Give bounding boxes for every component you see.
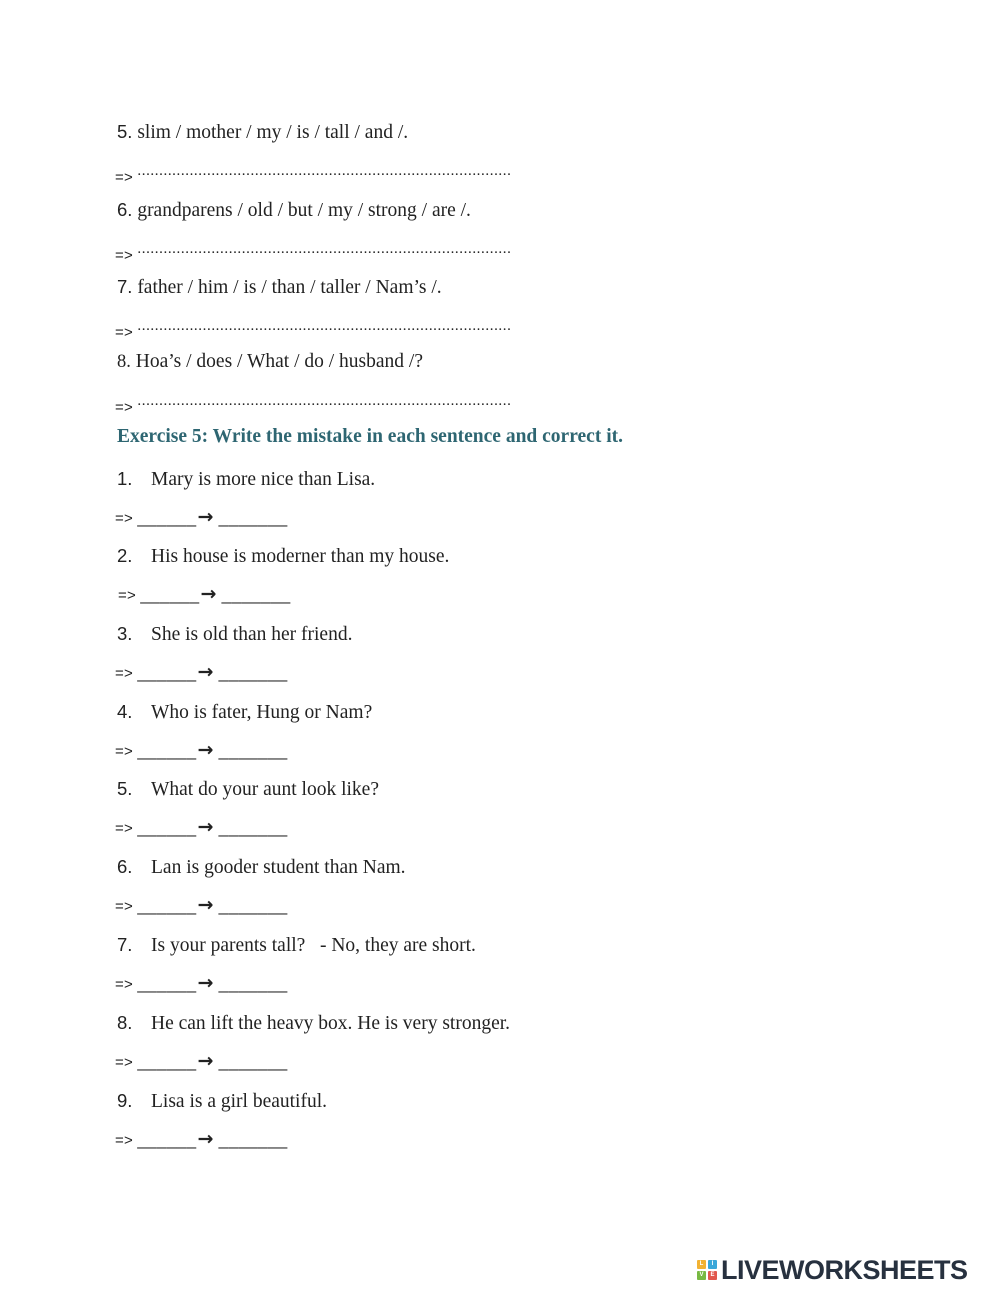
item-text: Mary is more nice than Lisa. bbox=[151, 469, 376, 490]
answer-prompt: => bbox=[115, 399, 133, 416]
logo-mark-tile: I bbox=[708, 1260, 717, 1269]
liveworksheets-logo bbox=[697, 1255, 968, 1285]
item-text: slim / mother / my / is / tall / and /. bbox=[132, 122, 409, 143]
mistake-blank[interactable]: ______ bbox=[137, 1052, 197, 1071]
answer-dots[interactable]: ...................................................................................... bbox=[137, 241, 512, 257]
answer-prompt: => bbox=[115, 510, 133, 527]
item-text: father / him / is / than / taller / Nam’s /. bbox=[132, 277, 442, 298]
answer-prompt: => bbox=[115, 169, 133, 186]
correction-line-3[interactable] bbox=[115, 661, 288, 685]
correction-blank[interactable]: _______ bbox=[218, 508, 288, 527]
correction-line-7[interactable] bbox=[115, 972, 288, 996]
item-text: What do your aunt look like? bbox=[151, 779, 379, 800]
correction-blank[interactable]: _______ bbox=[218, 1130, 288, 1149]
item-text: His house is moderner than my house. bbox=[151, 546, 450, 567]
exercise-item-2 bbox=[117, 543, 449, 570]
item-text: Hoa’s / does / What / do / husband /? bbox=[130, 351, 423, 372]
arrow-right-icon: → bbox=[200, 583, 217, 605]
arrow-right-icon: → bbox=[197, 816, 214, 838]
correction-blank[interactable]: _______ bbox=[221, 585, 291, 604]
arrow-right-icon: → bbox=[197, 1050, 214, 1072]
logo-mark-tile: L bbox=[697, 1260, 706, 1269]
answer-prompt: => bbox=[115, 1132, 133, 1149]
mistake-blank[interactable]: ______ bbox=[137, 818, 197, 837]
correction-blank[interactable]: _______ bbox=[218, 663, 288, 682]
item-number: 7. bbox=[117, 276, 133, 297]
correction-blank[interactable]: _______ bbox=[218, 974, 288, 993]
answer-line-8[interactable] bbox=[115, 390, 567, 419]
item-number: 4. bbox=[117, 701, 133, 722]
arrow-right-icon: → bbox=[197, 661, 214, 683]
item-text: Is your parents tall? - No, they are short. bbox=[151, 935, 476, 956]
correction-blank[interactable]: _______ bbox=[218, 818, 288, 837]
mistake-blank[interactable]: ______ bbox=[137, 741, 197, 760]
answer-prompt: => bbox=[115, 820, 133, 837]
arrow-right-icon: → bbox=[197, 506, 214, 528]
item-number: 8. bbox=[117, 352, 131, 372]
item-text: Lan is gooder student than Nam. bbox=[151, 857, 406, 878]
mistake-blank[interactable]: ______ bbox=[137, 508, 197, 527]
logo-mark-tile: E bbox=[708, 1271, 717, 1280]
item-number: 5. bbox=[117, 778, 133, 799]
exercise-item-1 bbox=[117, 466, 375, 493]
exercise-5-heading: Exercise 5: Write the mistake in each sentence and correct it. bbox=[117, 426, 623, 447]
exercise-item-3 bbox=[117, 621, 352, 648]
item-number: 2. bbox=[117, 545, 133, 566]
answer-prompt: => bbox=[115, 743, 133, 760]
answer-line-7[interactable] bbox=[115, 315, 567, 344]
correction-line-8[interactable] bbox=[115, 1050, 288, 1074]
correction-line-9[interactable] bbox=[115, 1128, 288, 1152]
reorder-item-6 bbox=[117, 197, 471, 224]
correction-line-4[interactable] bbox=[115, 739, 288, 763]
item-text: Who is fater, Hung or Nam? bbox=[151, 702, 373, 723]
mistake-blank[interactable]: ______ bbox=[140, 585, 200, 604]
logo-mark-icon bbox=[697, 1260, 717, 1280]
item-text: Lisa is a girl beautiful. bbox=[151, 1091, 327, 1112]
exercise-item-9 bbox=[117, 1088, 327, 1115]
logo-text: LIVEWORKSHEETS bbox=[721, 1254, 968, 1285]
answer-prompt: => bbox=[115, 898, 133, 915]
arrow-right-icon: → bbox=[197, 1128, 214, 1150]
logo-mark-tile: V bbox=[697, 1271, 706, 1280]
item-number: 5. bbox=[117, 121, 133, 142]
mistake-blank[interactable]: ______ bbox=[137, 896, 197, 915]
item-number: 6. bbox=[117, 856, 133, 877]
answer-prompt: => bbox=[115, 665, 133, 682]
exercise-item-4 bbox=[117, 699, 372, 726]
item-text: grandparens / old / but / my / strong / are /. bbox=[132, 200, 471, 221]
arrow-right-icon: → bbox=[197, 972, 214, 994]
reorder-item-5 bbox=[117, 119, 408, 146]
answer-line-6[interactable] bbox=[115, 238, 567, 267]
answer-dots[interactable]: ...................................................................................... bbox=[137, 163, 512, 179]
item-number: 8. bbox=[117, 1012, 133, 1033]
item-text: She is old than her friend. bbox=[151, 624, 353, 645]
correction-blank[interactable]: _______ bbox=[218, 741, 288, 760]
exercise-item-7 bbox=[117, 932, 476, 959]
correction-line-6[interactable] bbox=[115, 894, 288, 918]
item-number: 1. bbox=[117, 468, 133, 489]
exercise-item-6 bbox=[117, 854, 406, 881]
item-number: 7. bbox=[117, 934, 133, 955]
answer-prompt: => bbox=[118, 587, 136, 604]
answer-prompt: => bbox=[115, 247, 133, 264]
item-number: 6. bbox=[117, 199, 133, 220]
mistake-blank[interactable]: ______ bbox=[137, 1130, 197, 1149]
arrow-right-icon: → bbox=[197, 739, 214, 761]
answer-line-5[interactable] bbox=[115, 160, 567, 189]
item-number: 3. bbox=[117, 623, 133, 644]
reorder-item-8 bbox=[117, 349, 423, 375]
correction-line-1[interactable] bbox=[115, 506, 288, 530]
answer-prompt: => bbox=[115, 1054, 133, 1071]
arrow-right-icon: → bbox=[197, 894, 214, 916]
correction-line-5[interactable] bbox=[115, 816, 288, 840]
correction-blank[interactable]: _______ bbox=[218, 1052, 288, 1071]
correction-line-2[interactable] bbox=[118, 583, 291, 607]
reorder-item-7 bbox=[117, 274, 442, 301]
mistake-blank[interactable]: ______ bbox=[137, 663, 197, 682]
answer-prompt: => bbox=[115, 976, 133, 993]
mistake-blank[interactable]: ______ bbox=[137, 974, 197, 993]
answer-prompt: => bbox=[115, 324, 133, 341]
exercise-item-8 bbox=[117, 1010, 510, 1037]
correction-blank[interactable]: _______ bbox=[218, 896, 288, 915]
answer-dots[interactable]: ...................................................................................... bbox=[137, 393, 512, 409]
answer-dots[interactable]: ...................................................................................... bbox=[137, 318, 512, 334]
item-text: He can lift the heavy box. He is very stronger. bbox=[151, 1013, 511, 1034]
item-number: 9. bbox=[117, 1090, 133, 1111]
exercise-item-5 bbox=[117, 776, 379, 803]
